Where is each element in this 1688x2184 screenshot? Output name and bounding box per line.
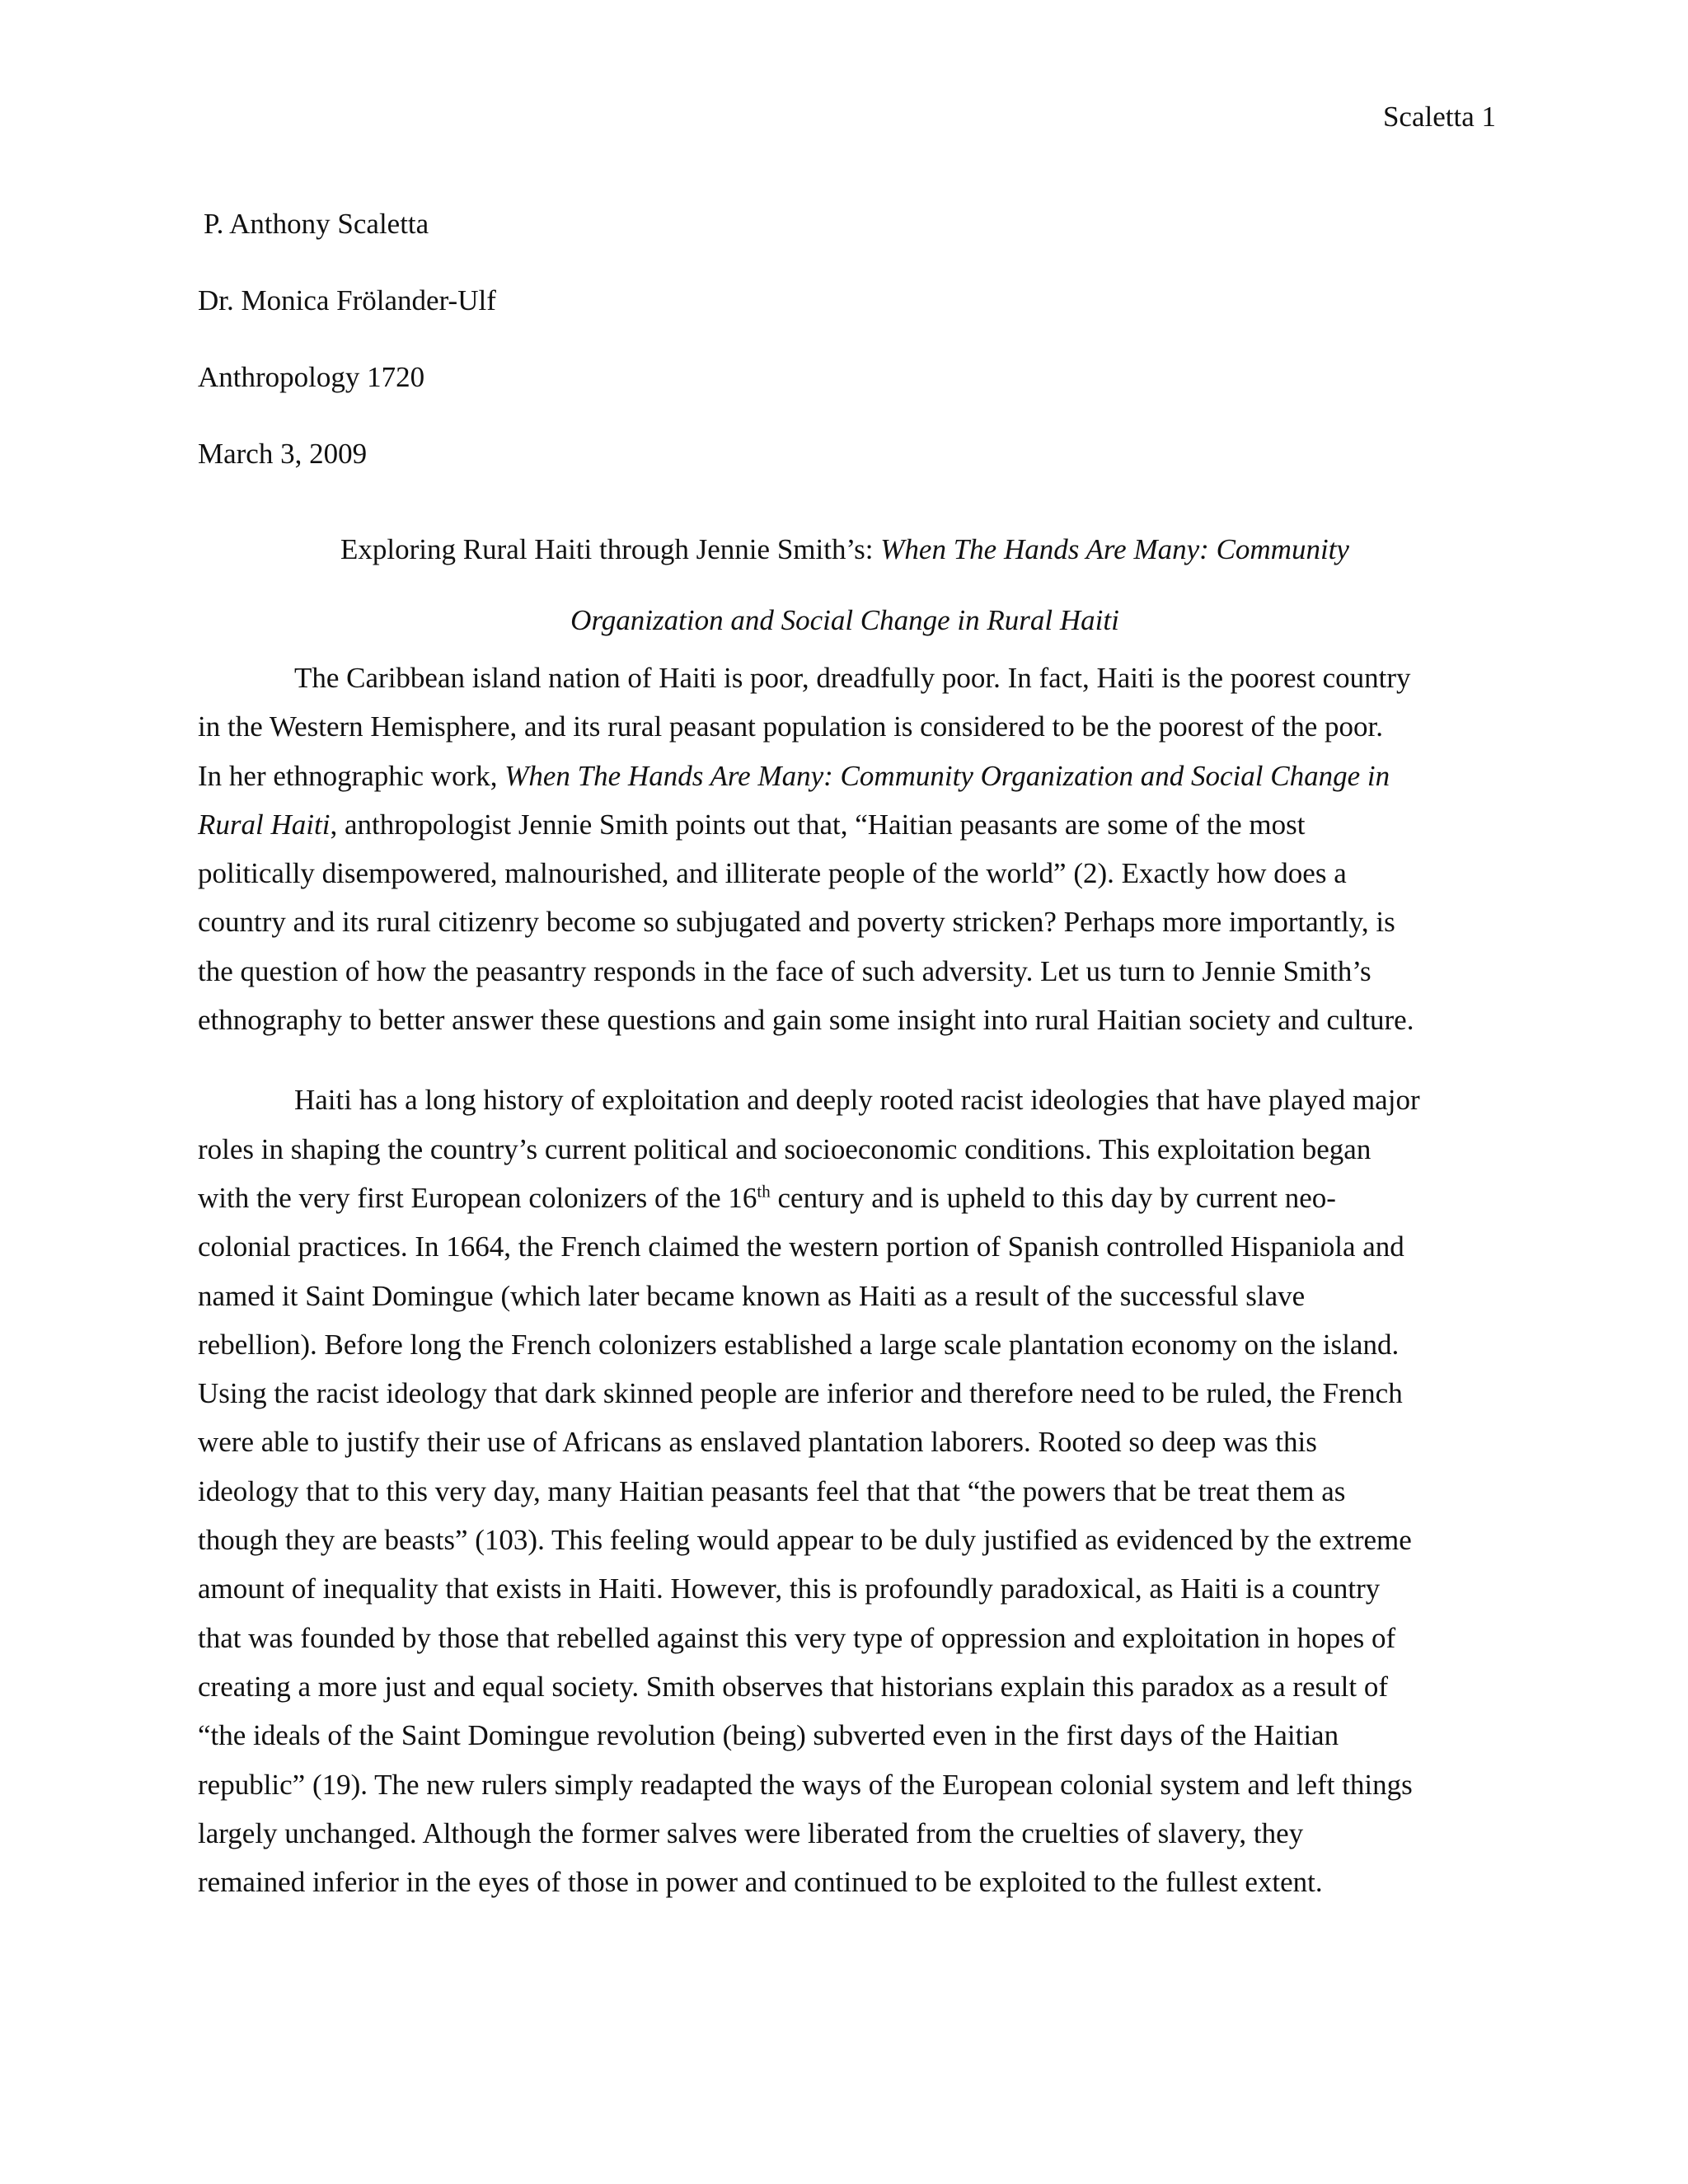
title-line-1: [198, 511, 1492, 588]
book-title-italic: When The Hands Are Many: Community Organization and Social Change in: [504, 759, 1390, 792]
paragraph-line: were able to justify their use of Africans as enslaved plantation laborers. Rooted so deep was this: [198, 1426, 1317, 1459]
paragraph-line: Using the racist ideology that dark skinned people are inferior and therefore need to be ruled, the French: [198, 1377, 1403, 1410]
paragraph-line: [198, 1174, 1492, 1222]
paragraph-line: the question of how the peasantry responds in the face of such adversity. Let us turn to Jennie Smith’s: [198, 954, 1372, 987]
paragraph-line: “the ideals of the Saint Domingue revolution (being) subverted even in the first days of the Haitian: [198, 1719, 1339, 1752]
book-title-italic: Rural Haiti: [198, 808, 331, 841]
title-plain-text: Exploring Rural Haiti through Jennie Smith’s:: [340, 533, 881, 565]
paragraph-line: The Caribbean island nation of Haiti is poor, dreadfully poor. In fact, Haiti is the poorest country: [294, 662, 1411, 694]
paper-date: March 3, 2009: [198, 438, 368, 470]
paragraph-line: amount of inequality that exists in Haiti. However, this is profoundly paradoxical, as Haiti is a country: [198, 1572, 1381, 1605]
title-line-2: [198, 588, 1492, 654]
paragraph-2: [198, 1076, 1492, 1906]
document-body: [198, 204, 1492, 1906]
paragraph-line: republic” (19). The new rulers simply readapted the ways of the European colonial system and left things: [198, 1768, 1413, 1801]
paragraph-line: that was founded by those that rebelled against this very type of oppression and exploitation in hopes of: [198, 1621, 1396, 1654]
text-run: with the very first European colonizers of the 16: [198, 1181, 757, 1214]
paragraph-line: country and its rural citizenry become so subjugated and poverty stricken? Perhaps more importantly, is: [198, 906, 1395, 939]
paragraph-line: remained inferior in the eyes of those in power and continued to be exploited to the fullest extent.: [198, 1866, 1323, 1899]
instructor-name: Dr. Monica Frölander-Ulf: [198, 284, 496, 316]
ordinal-superscript: th: [757, 1181, 771, 1202]
author-name: P. Anthony Scaletta: [204, 208, 429, 240]
paragraph-line: ideology that to this very day, many Haitian peasants feel that that “the powers that be treat them as: [198, 1474, 1346, 1507]
paragraph-line: colonial practices. In 1664, the French claimed the western portion of Spanish controlled Hispaniola and: [198, 1230, 1404, 1263]
paragraph-line: named it Saint Domingue (which later became known as Haiti as a result of the successful slave: [198, 1279, 1306, 1312]
paper-title: [198, 511, 1492, 654]
heading-block: [198, 204, 1492, 511]
paragraph-spacer: [198, 1044, 1492, 1076]
title-italic-text: Organization and Social Change in Rural Haiti: [570, 604, 1119, 636]
course-name: Anthropology 1720: [198, 361, 425, 393]
paragraph-line: rebellion). Before long the French colonizers established a large scale plantation economy on the island.: [198, 1328, 1400, 1361]
paragraph-line: roles in shaping the country’s current political and socioeconomic conditions. This exploitation began: [198, 1132, 1372, 1165]
text-run: century and is upheld to this day by current neo-: [770, 1181, 1336, 1214]
paragraph-line: in the Western Hemisphere, and its rural peasant population is considered to be the poorest of the poor.: [198, 710, 1383, 743]
paragraph-line: [198, 752, 1492, 800]
paragraph-line: largely unchanged. Although the former salves were liberated from the cruelties of slavery, they: [198, 1816, 1304, 1849]
paragraph-line: [198, 800, 1492, 849]
title-italic-text: When The Hands Are Many: Community: [880, 533, 1349, 565]
running-head: Scaletta 1: [1382, 101, 1496, 133]
paragraph-line: Haiti has a long history of exploitation and deeply rooted racist ideologies that have played major: [294, 1084, 1420, 1117]
text-run: In her ethnographic work,: [198, 759, 505, 792]
paragraph-line: though they are beasts” (103). This feeling would appear to be duly justified as evidenced by the extreme: [198, 1524, 1412, 1557]
paragraph-line: creating a more just and equal society. Smith observes that historians explain this paradox as a result of: [198, 1670, 1389, 1703]
paragraph-line: politically disempowered, malnourished, and illiterate people of the world” (2). Exactly how does a: [198, 857, 1347, 890]
text-run: , anthropologist Jennie Smith points out that, “Haitian peasants are some of the most: [330, 808, 1306, 841]
paragraph-line: ethnography to better answer these questions and gain some insight into rural Haitian society and culture.: [198, 1004, 1414, 1037]
paragraph-1: [198, 654, 1492, 1044]
